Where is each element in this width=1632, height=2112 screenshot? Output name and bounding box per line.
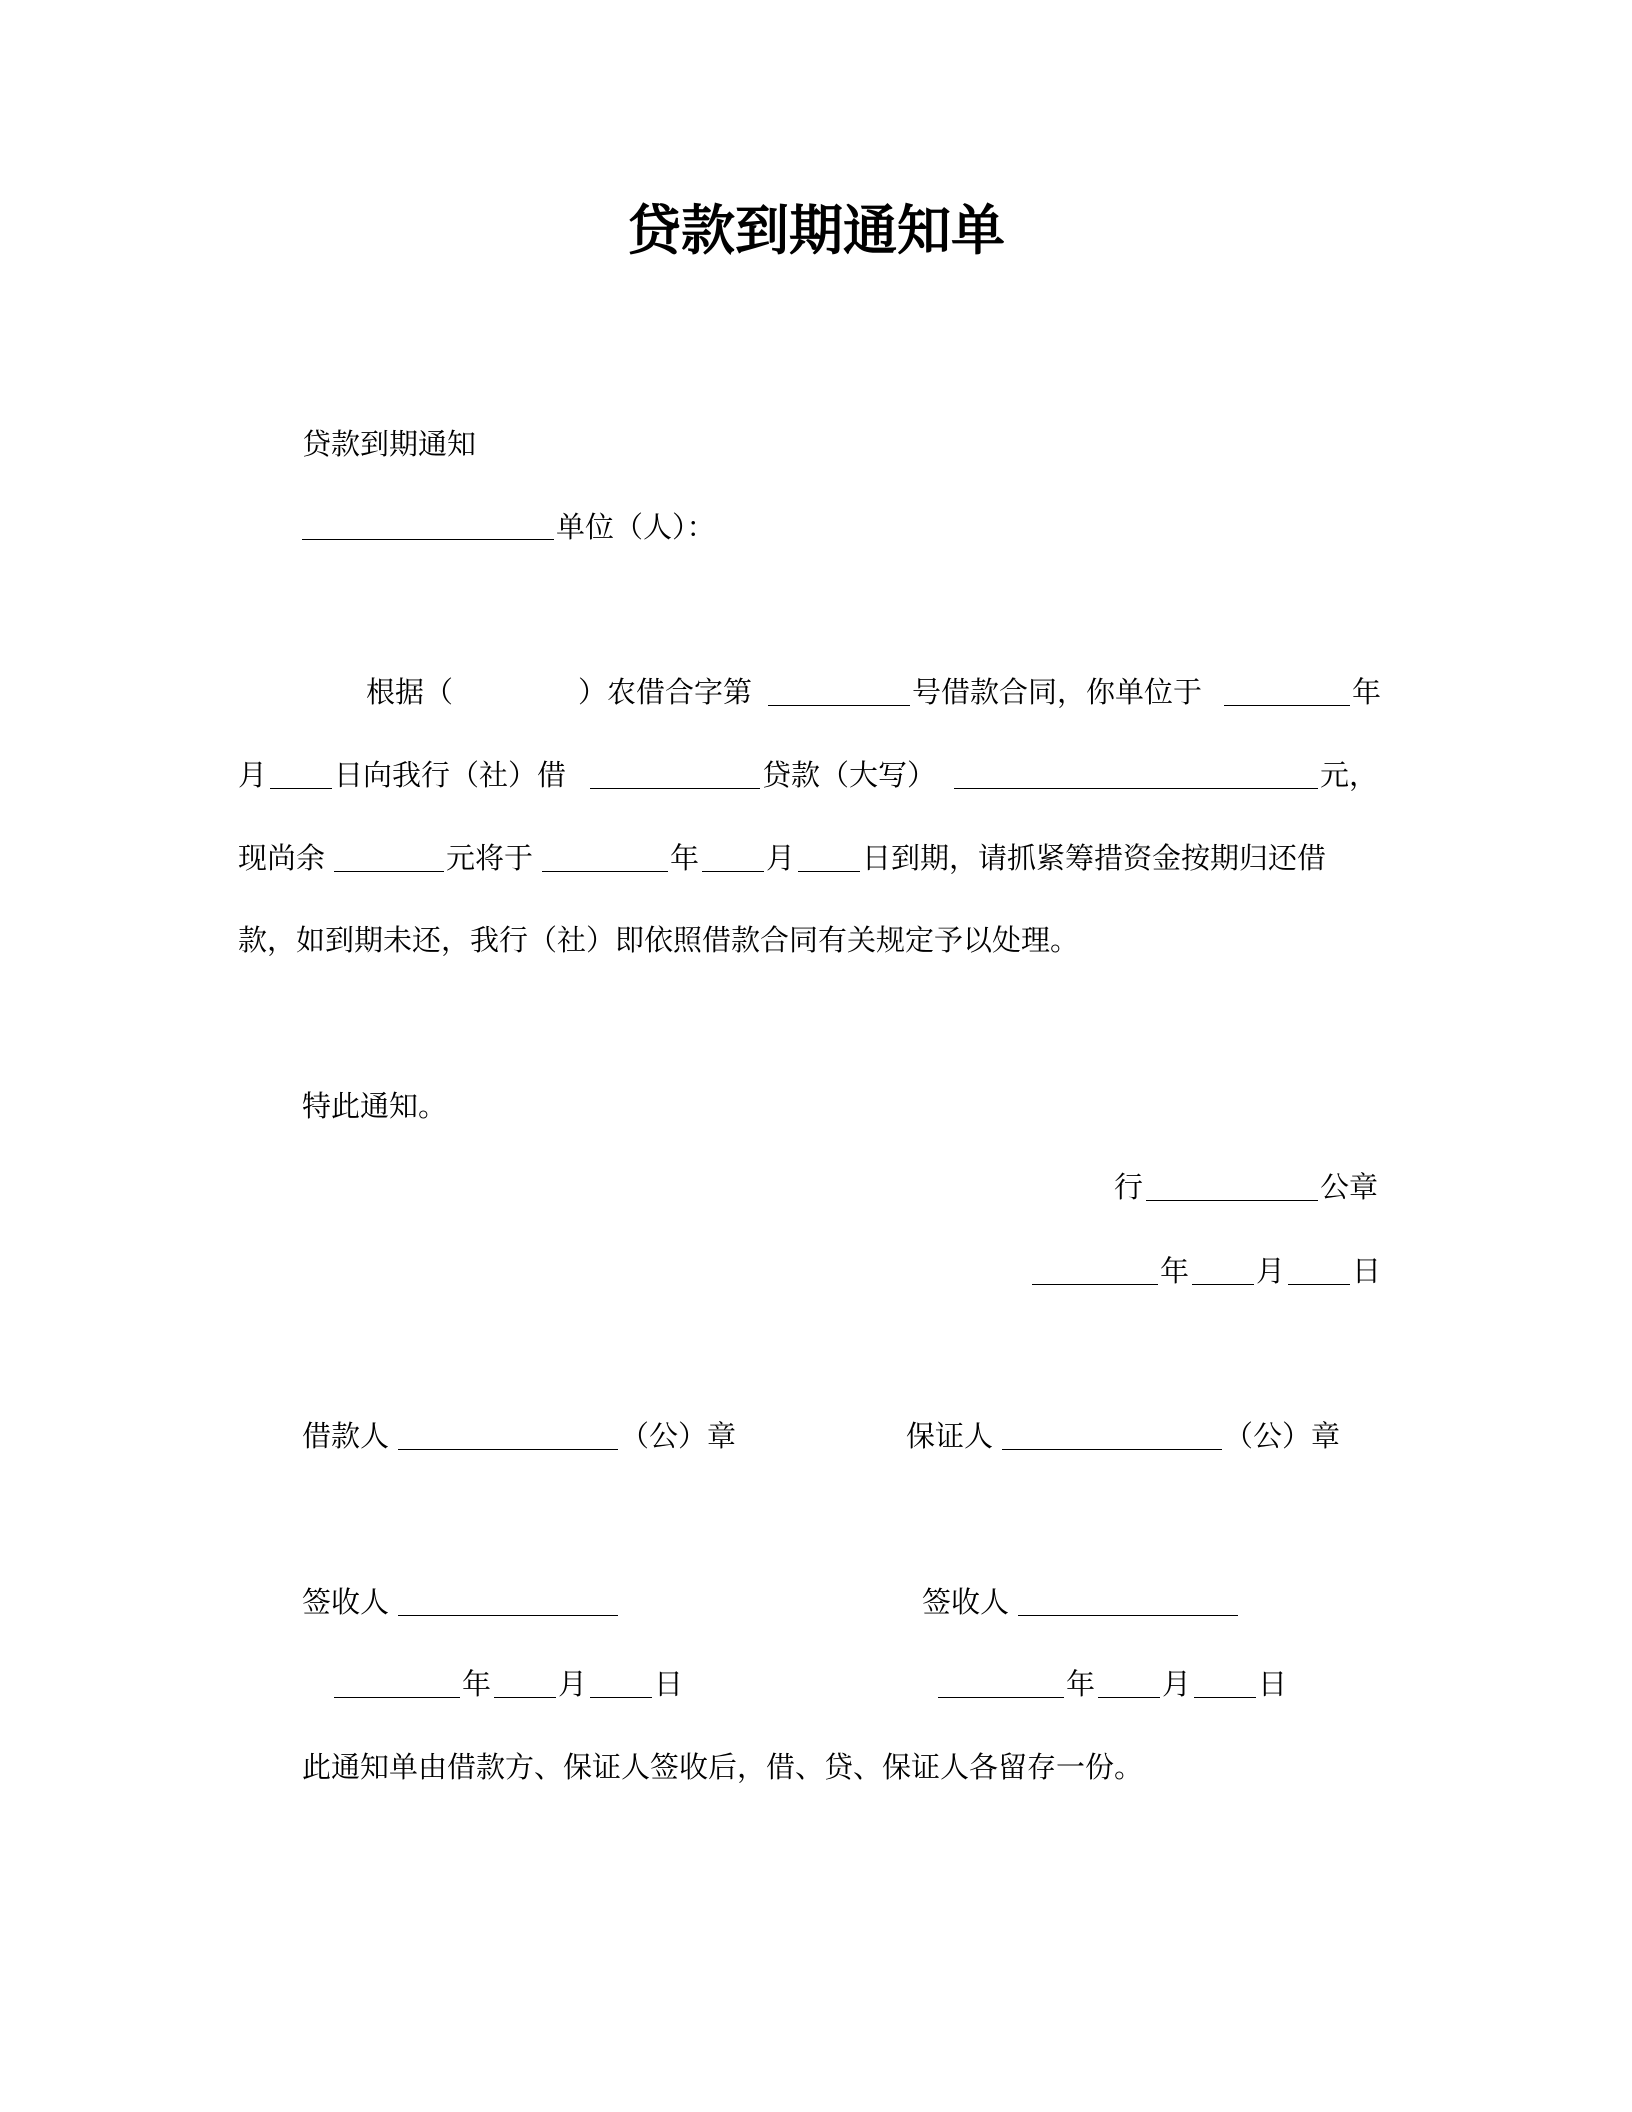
body-line2-part3: 贷款（大写） (762, 758, 937, 792)
body-line3-part3: 年 (670, 841, 700, 875)
document-title: 贷款到期通知单 (627, 199, 1005, 262)
due-year-blank[interactable] (542, 871, 668, 872)
bank-date-month-blank[interactable] (1192, 1284, 1254, 1285)
recipient-blank[interactable] (302, 539, 554, 540)
due-month-blank[interactable] (702, 871, 764, 872)
body-line1-part3: 号借款合同，你单位于 (912, 675, 1203, 709)
guarantor-signer-label: 签收人 (922, 1585, 1010, 1619)
amount-in-words-blank[interactable] (954, 788, 1318, 789)
remaining-amount-blank[interactable] (334, 871, 444, 872)
borrower-date-day-blank[interactable] (590, 1697, 652, 1698)
borrower-date-month-blank[interactable] (494, 1697, 556, 1698)
guarantor-date-day: 日 (1258, 1667, 1288, 1701)
guarantor-signer-blank[interactable] (1018, 1615, 1238, 1616)
body-line3-part2: 元将于 (446, 841, 534, 875)
bank-date-day: 日 (1352, 1254, 1382, 1288)
bank-date-day-blank[interactable] (1288, 1284, 1350, 1285)
guarantor-date-year: 年 (1066, 1667, 1096, 1701)
bank-date-year: 年 (1160, 1254, 1190, 1288)
borrower-date-day: 日 (654, 1667, 684, 1701)
bank-seal-suffix: 公章 (1320, 1170, 1379, 1204)
borrower-date-month: 月 (558, 1667, 588, 1701)
body-line3-part4: 月 (766, 841, 796, 875)
borrower-signer-label: 签收人 (302, 1585, 390, 1619)
body-line4: 款，如到期未还，我行（社）即依照借款合同有关规定予以处理。 (238, 923, 1080, 957)
borrower-date-year: 年 (462, 1667, 492, 1701)
guarantor-seal: （公）章 (1224, 1419, 1341, 1453)
bank-name-blank[interactable] (1146, 1200, 1318, 1201)
borrower-label: 借款人 (302, 1419, 390, 1453)
body-line1-part2: ）农借合字第 (578, 675, 753, 709)
footer-note: 此通知单由借款方、保证人签收后，借、贷、保证人各留存一份。 (302, 1750, 1144, 1784)
guarantor-date-year-blank[interactable] (938, 1697, 1064, 1698)
bank-seal-prefix: 行 (1114, 1170, 1144, 1204)
due-day-blank[interactable] (798, 871, 860, 872)
notice-heading: 贷款到期通知 (302, 427, 477, 461)
body-line3-part5: 日到期，请抓紧筹措资金按期归还借 (862, 841, 1327, 875)
loan-year-blank[interactable] (1224, 705, 1350, 706)
contract-number-blank[interactable] (768, 705, 910, 706)
borrower-blank[interactable] (398, 1449, 618, 1450)
closing-text: 特此通知。 (302, 1089, 448, 1123)
borrower-seal: （公）章 (620, 1419, 737, 1453)
body-line1-part4: 年 (1352, 675, 1382, 709)
body-line1-part1: 根据（ (366, 675, 454, 709)
guarantor-date-day-blank[interactable] (1194, 1697, 1256, 1698)
guarantor-date-month-blank[interactable] (1098, 1697, 1160, 1698)
body-line2-part4: 元， (1320, 758, 1379, 792)
bank-date-year-blank[interactable] (1032, 1284, 1158, 1285)
loan-type-blank[interactable] (590, 788, 760, 789)
bank-date-month: 月 (1256, 1254, 1286, 1288)
borrower-date-year-blank[interactable] (334, 1697, 460, 1698)
recipient-label: 单位（人）： (556, 510, 716, 544)
guarantor-label: 保证人 (906, 1419, 994, 1453)
body-line3-part1: 现尚余 (238, 841, 326, 875)
borrower-signer-blank[interactable] (398, 1615, 618, 1616)
guarantor-blank[interactable] (1002, 1449, 1222, 1450)
loan-month-blank[interactable] (270, 788, 332, 789)
body-line2-part1: 月 (238, 758, 268, 792)
body-line2-part2: 日向我行（社）借 (334, 758, 567, 792)
guarantor-date-month: 月 (1162, 1667, 1192, 1701)
